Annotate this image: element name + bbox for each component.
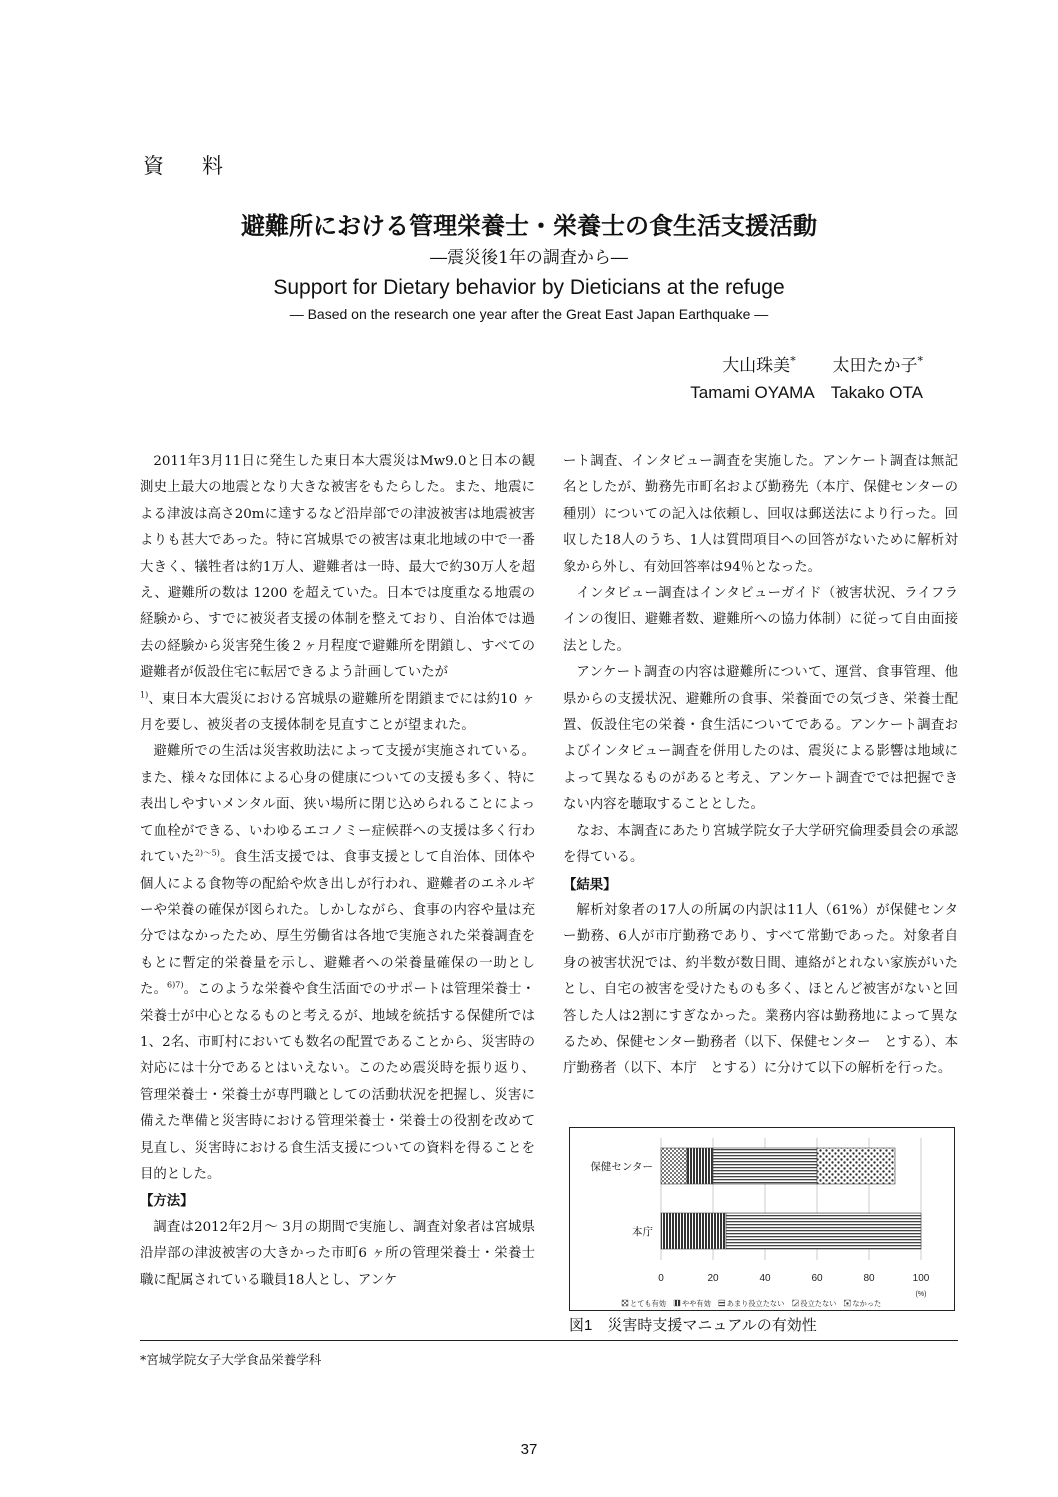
legend-label-1: やや有効 (682, 1299, 711, 1308)
ethics-paragraph: なお、本調査にあたり宮城学院女子大学研究倫理委員会の承認を得ている。 (563, 823, 958, 866)
interview-paragraph: インタビュー調査はインタビューガイド（被害状況、ライフラインの復旧、避難者数、避難所への協力体制）に従って自由面接法とした。 (563, 586, 958, 654)
author-1-mark: * (790, 354, 796, 368)
left-column (140, 449, 535, 1294)
methods-paragraph-cont: ート調査、インタビュー調査を実施した。アンケート調査は無記名としたが、勤務先市町名および勤務先（本庁、保健センターの種別）についての記入は依頼し、回収は郵送法により行った。回収した18人のうち、1人は質問項目への回答がないために解析対象から外し、有効回答率は94％となった。 (563, 454, 958, 575)
stacked-bar-chart (570, 1128, 954, 1310)
results-heading: 【結果】 (563, 876, 617, 893)
x-tick-label-0: 0 (658, 1273, 664, 1284)
legend-label-4: なかった (852, 1299, 882, 1308)
subtitle-japanese: ―震災後1年の調査から― (430, 248, 628, 268)
author-2-mark: * (917, 354, 923, 368)
x-tick-label-60: 60 (811, 1273, 823, 1284)
intro-paragraph-1: 2011年3月11日に発生した東日本大震災はMw9.0と日本の観測史上最大の地震となり大きな被害をもたらした。また、地震による津波は高さ20mに達するなど沿岸部での津波被害は地震被害よりも甚大であった。特に宮城県での被害は東北地域の中で一番大きく、犠牲者は約1万人、避難者は一時、最大で約30万人を超え、避難所の数は 1200 を超えていた。日本では度重なる地震の経験から、すでに被災者支援の体制を整えており、自治体では過去の経験から災害発生後２ヶ月程度で避難所を閉鎖し、すべての避難者が仮設住宅に転居できるよう計画していたが $^{1)}$、東日本大震災における宮城県の避難所を閉鎖までには約10 ヶ月を要し、被災者の支援体制を見直すことが望まれた。 (140, 454, 535, 734)
legend-label-3: 役立たない (800, 1299, 837, 1308)
x-tick-label-80: 80 (863, 1273, 875, 1284)
methods-paragraph: 調査は2012年2月～ 3月の期間で実施し、調査対象者は宮城県沿岸部の津波被害の大きかった市町6 ヶ所の管理栄養士・栄養士職に配属されている職員18人とし、アンケ (140, 1219, 535, 1288)
subtitle-english: ― Based on the research one year after the Great East Japan Earthquake ― (289, 306, 769, 322)
legend-swatch-3 (792, 1300, 798, 1306)
x-axis-unit: (%) (915, 1291, 927, 1298)
legend-swatch-1 (674, 1300, 680, 1306)
author-2: 太田たか子 (832, 356, 918, 376)
bar-0-4 (817, 1148, 895, 1184)
footnote-divider (140, 1340, 958, 1341)
author-1: 大山珠美 (722, 356, 791, 376)
citation-3: 6)7) (167, 980, 184, 990)
bar-0-2 (713, 1148, 817, 1184)
legend-swatch-4 (844, 1300, 850, 1306)
bar-1-2 (726, 1213, 921, 1249)
bar-1-1 (661, 1213, 726, 1249)
figure-1-chart (569, 1127, 955, 1311)
intro-paragraph-2: 避難所での生活は災害救助法によって支援が実施されている。また、様々な団体による心身の健康についての支援も多く、特に表出しやすいメンタル面、狭い場所に閉じ込められることによって血栓ができる、いわゆるエコノミー症候群への支援は多く行われていた$^{2)\sim 5)}$。食生活支援では、食事支援として自治体、団体や個人による食物等の配給や炊き出しが行われ、避難者のエネルギーや栄養の確保が図られた。しかしながら、食事の内容や量は充分ではなかったため、厚生労働省は各地で実施された栄養調査をもとに暫定的栄養量を示し、避難者への栄養量確保の一助とした。$^{6)7)}$。このような栄養や食生活面でのサポートは管理栄養士・栄養士が中心となるものと考えるが、地域を統括する保健所では1、2名、市町村においても数名の配置であることから、災害時の対応には十分であるとはいえない。このため震災時を振り返り、管理栄養士・栄養士が専門職としての活動状況を把握し、災害に備えた準備と災害時における管理栄養士・栄養士の役割を改めて見直し、災害時における食生活支援についての資料を得ることを目的とした。 (140, 744, 536, 1182)
page-number: 37 (520, 1441, 538, 1458)
methods-heading: 【方法】 (140, 1193, 194, 1210)
section-label: 資料 (143, 154, 261, 178)
x-tick-label-40: 40 (759, 1273, 771, 1284)
bar-0-0 (661, 1148, 687, 1184)
survey-content-paragraph: アンケート調査の内容は避難所について、運営、食事管理、他県からの支援状況、避難所の食事、栄養面での気づき、栄養士配置、仮設住宅の栄養・食生活についてである。アンケート調査およびインタビュー調査を併用したのは、震災による影響は地域によって異なるものがあると考え、アンケート調査ででは把握できない内容を聴取することとした。 (563, 665, 958, 813)
right-column (563, 449, 958, 1083)
x-tick-label-100: 100 (912, 1273, 930, 1284)
category-label-1: 本庁 (632, 1226, 653, 1238)
title-japanese: 避難所における管理栄養士・栄養士の食生活支援活動 (241, 211, 817, 240)
results-paragraph: 解析対象者の17人の所属の内訳は11人（61%）が保健センター勤務、6人が市庁勤務であり、すべて常勤であった。対象者自身の被害状況では、約半数が数日間、連絡がとれない家族がいたとし、自宅の被害を受けたものも多く、ほとんど被害がないと回答した人は2割にすぎなかった。業務内容は勤務地によって異なるため、保健センター勤務者（以下、保健センター とする）、本庁勤務者（以下、本庁 とする）に分けて以下の解析を行った。 (563, 902, 958, 1077)
title-english: Support for Dietary behavior by Dieticians at the refuge (273, 276, 785, 299)
authors-japanese (722, 351, 923, 376)
legend-label-2: あまり役立たない (726, 1299, 785, 1308)
category-label-0: 保健センター (590, 1161, 653, 1173)
bar-0-1 (687, 1148, 713, 1184)
figure-1-caption: 図1 災害時支援マニュアルの有効性 (569, 1317, 817, 1334)
legend-label-0: とても有効 (630, 1299, 666, 1308)
legend-swatch-2 (719, 1300, 725, 1306)
citation-1: 1) (140, 690, 149, 700)
affiliation-footnote: *宮城学院女子大学食品栄養学科 (140, 1352, 322, 1367)
authors-english: Tamami OYAMA Takako OTA (690, 383, 923, 402)
legend-swatch-0 (622, 1300, 628, 1306)
x-tick-label-20: 20 (707, 1273, 719, 1284)
citation-2: 2)～5) (194, 848, 220, 858)
